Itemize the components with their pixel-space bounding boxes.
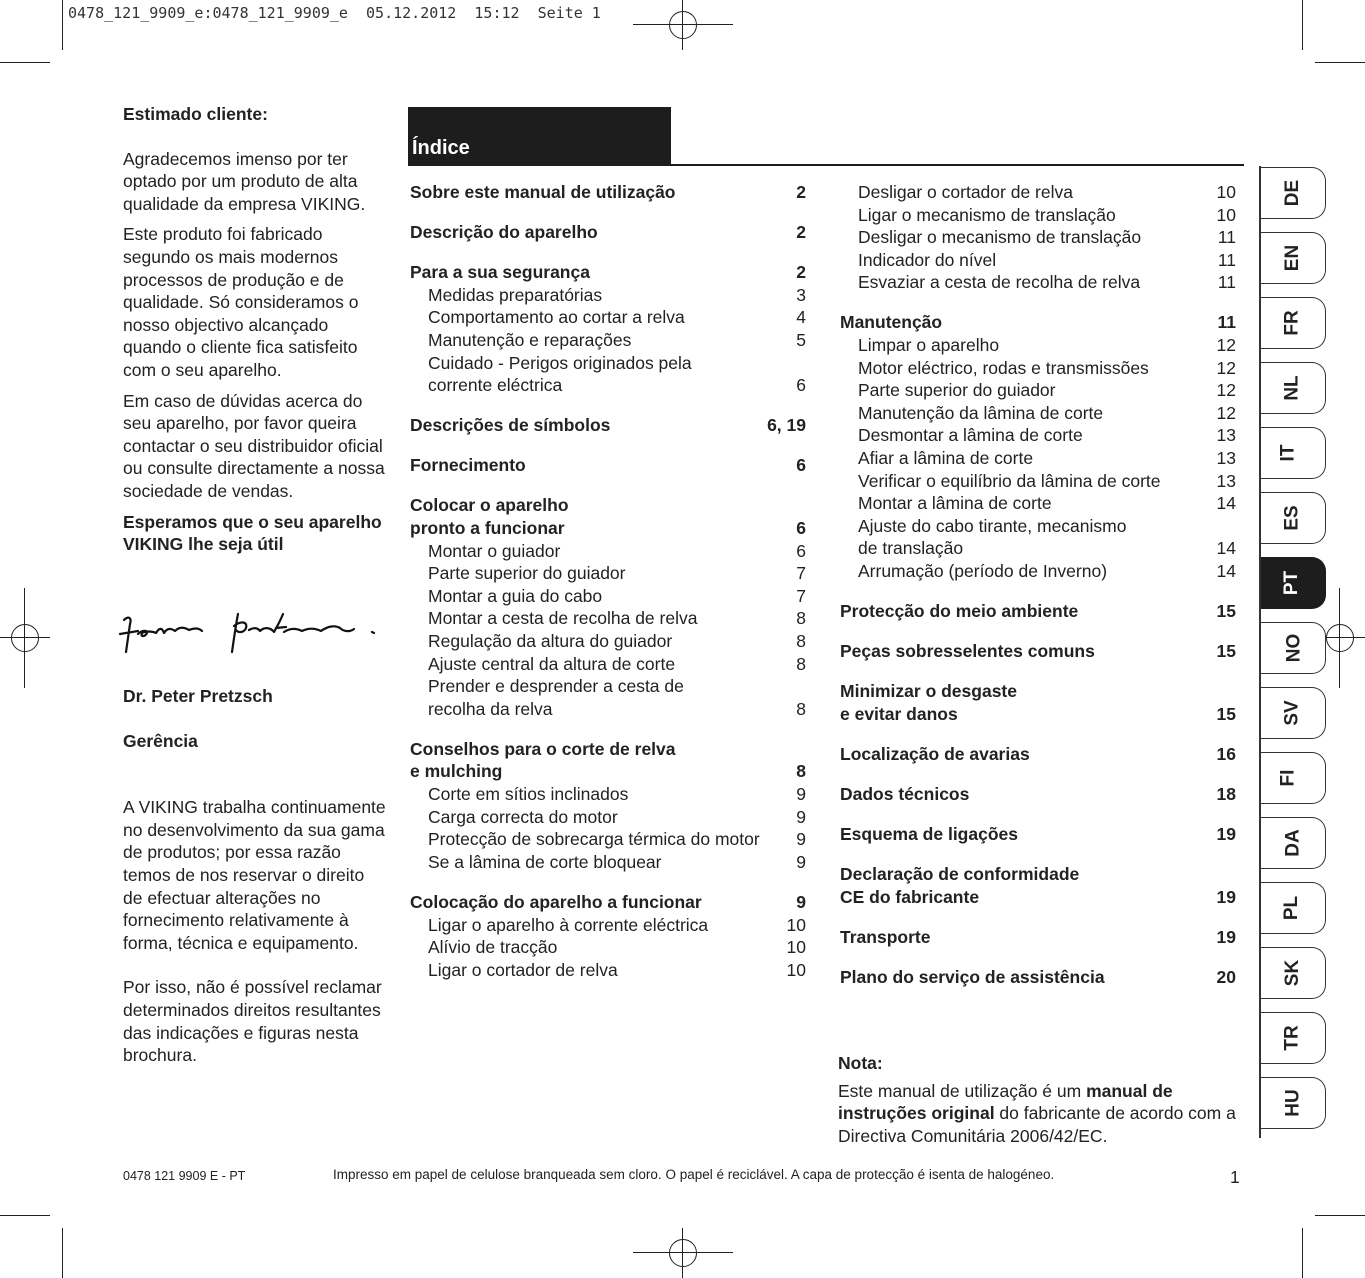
toc-entry-title: Regulação da altura do guiador [428, 631, 673, 651]
toc-entry-page: 12 [1216, 335, 1236, 356]
toc-entry-page: 6 [796, 375, 806, 396]
language-tab-label: PT [1281, 570, 1303, 596]
toc-subentry [410, 352, 806, 375]
toc-entry-title: de translação [858, 538, 964, 559]
toc-entry-title: Ligar o aparelho à corrente eléctrica [428, 914, 709, 935]
toc-entry [410, 221, 806, 244]
toc-subentry [840, 181, 1236, 204]
crop-mark [1315, 62, 1365, 63]
toc-entry-page: 5 [796, 329, 806, 350]
toc-subentry [840, 402, 1236, 425]
toc-entry-title: CE do fabricante [840, 886, 980, 907]
toc-entry-title: Afiar a lâmina de corte [858, 448, 1034, 469]
toc-entry-title: Corte em sítios inclinados [428, 784, 629, 805]
intro-paragraph: Este produto foi fabricado segundo os mais modernos processos de produção e de qualidade. Só consideramos o nosso objectivo alcançado quando o cliente fica satisfeito com o seu aparelho. [123, 224, 359, 380]
toc-entry-title: Carga correcta do motor [428, 806, 618, 827]
language-tab-sk[interactable] [1261, 947, 1326, 999]
toc-entry-title: Motor eléctrico, rodas e transmissões [858, 357, 1149, 378]
crop-mark [1315, 1215, 1365, 1216]
toc-entry [410, 454, 806, 477]
language-tab-nl[interactable] [1261, 362, 1326, 414]
toc-entry-page: 9 [796, 784, 806, 805]
toc-entry [840, 783, 1236, 806]
toc-entry-title: Medidas preparatórias [428, 284, 603, 305]
toc-entry-page: 6 [796, 540, 806, 561]
toc-entry-title: Ligar o mecanismo de translação [858, 204, 1116, 225]
toc-subentry [840, 515, 1236, 538]
toc-entry-title: Alívio de tracção [428, 937, 558, 958]
note-block [838, 1052, 1238, 1147]
crop-mark [62, 1228, 63, 1278]
toc-entry-page: 11 [1217, 249, 1236, 270]
index-header-rule [408, 164, 1244, 166]
toc-entry [840, 680, 1236, 703]
toc-entry-title: Protecção do meio ambiente [840, 601, 1079, 622]
toc-entry-page: 14 [1216, 493, 1236, 514]
toc-entry-title: Fornecimento [410, 455, 526, 476]
note-title: Nota: [838, 1053, 883, 1073]
language-tab-es[interactable] [1261, 492, 1326, 544]
toc-entry-page: 12 [1216, 402, 1236, 423]
language-tab-hu[interactable] [1261, 1077, 1326, 1129]
language-tab-no[interactable] [1261, 622, 1326, 674]
toc-entry [840, 926, 1236, 949]
toc-entry-title: Descrição do aparelho [410, 222, 598, 243]
toc-entry-title: Prender e desprender a cesta de [428, 676, 684, 697]
toc-entry-title: Minimizar o desgaste [840, 681, 1017, 702]
toc-subentry [410, 914, 806, 937]
toc-entry-title: Transporte [840, 926, 931, 947]
language-tab-label: NL [1281, 375, 1303, 401]
toc-entry-title: Desmontar a lâmina de corte [858, 425, 1083, 446]
toc-entry [840, 966, 1236, 989]
note-text-bold: manual de instruções original [838, 1080, 1173, 1124]
toc-entry-page: 13 [1216, 425, 1236, 446]
toc-entry-page: 19 [1216, 926, 1236, 947]
toc-entry-title: Indicador do nível [858, 249, 997, 270]
toc-subentry [840, 249, 1236, 272]
signer-role: Gerência [123, 730, 198, 751]
toc-subentry [410, 806, 806, 829]
toc-entry-title: Montar a cesta de recolha de relva [428, 608, 698, 629]
toc-entry-page: 8 [796, 653, 806, 674]
toc-subentry [410, 374, 806, 397]
toc-entry-page: 6 [796, 518, 806, 539]
toc-column-2 [840, 181, 1236, 989]
toc-entry-title: Manutenção [840, 312, 943, 333]
toc-entry-page: 15 [1216, 703, 1236, 724]
toc-subentry [410, 306, 806, 329]
toc-subentry [410, 540, 806, 563]
toc-entry-title: Parte superior do guiador [858, 380, 1056, 401]
toc-entry-title: Esquema de ligações [840, 824, 1018, 845]
toc-entry-title: Dados técnicos [840, 784, 970, 805]
toc-entry-title: Cuidado - Perigos originados pela [428, 352, 692, 373]
toc-entry-page: 10 [786, 937, 806, 958]
toc-entry [410, 760, 806, 783]
toc-entry-page: 19 [1216, 824, 1236, 845]
intro-paragraph: Agradecemos imenso por ter optado por um produto de alta qualidade da empresa VIKING. [123, 148, 366, 214]
toc-subentry [840, 560, 1236, 583]
toc-entry-page: 11 [1217, 312, 1236, 333]
toc-entry-page: 11 [1217, 272, 1236, 293]
toc-entry-title: Parte superior do guiador [428, 563, 626, 584]
toc-entry-title: Verificar o equilíbrio da lâmina de corte [858, 470, 1161, 491]
toc-subentry [410, 653, 806, 676]
toc-subentry [410, 562, 806, 585]
crop-mark [62, 0, 63, 50]
toc-entry-page: 8 [796, 631, 806, 651]
print-slug: 0478_121_9909_e:0478_121_9909_e 05.12.2012 15:12 Seite 1 [68, 4, 601, 22]
toc-entry-title: Plano do serviço de assistência [840, 967, 1105, 988]
language-tab-label: HU [1282, 1089, 1304, 1117]
toc-entry [410, 181, 806, 204]
toc-entry-title: Conselhos para o corte de relva [410, 738, 676, 759]
toc-subentry [840, 379, 1236, 402]
signer-name: Dr. Peter Pretzsch [123, 686, 273, 706]
toc-entry-page: 12 [1216, 380, 1236, 401]
page-number: 1 [1230, 1167, 1240, 1187]
toc-subentry [840, 447, 1236, 470]
toc-entry [840, 640, 1236, 663]
toc-entry-title: Descrições de símbolos [410, 415, 611, 436]
toc-subentry [410, 607, 806, 630]
toc-entry [840, 703, 1236, 726]
toc-subentry [840, 204, 1236, 227]
toc-subentry [410, 936, 806, 959]
closing-line: Esperamos que o seu aparelho VIKING lhe seja útil [123, 511, 382, 555]
toc-entry-page: 10 [1216, 182, 1236, 202]
disclaimer-paragraph: A VIKING trabalha continuamente no desenvolvimento da sua gama de produtos; por essa razão temos de nos reservar o direito de efectuar alterações no fornecimento relativamente à forma, técnica e equipamento. [123, 797, 386, 953]
toc-subentry [410, 851, 806, 874]
toc-entry-title: Declaração de conformidade [840, 864, 1080, 885]
language-tab-label: ES [1281, 505, 1303, 531]
toc-entry-title: Sobre este manual de utilização [410, 182, 676, 202]
toc-entry-title: e mulching [410, 761, 503, 782]
toc-subentry [410, 828, 806, 851]
toc-subentry [840, 226, 1236, 249]
toc-entry-title: Limpar o aparelho [858, 335, 1000, 356]
toc-entry-page: 20 [1216, 967, 1236, 988]
toc-entry [410, 738, 806, 761]
toc-entry-title: Desligar o cortador de relva [858, 182, 1073, 202]
note-text-part: do fabricante de acordo com a Directiva Comunitária 2006/42/EC. [838, 1103, 1236, 1146]
toc-entry-page: 9 [796, 829, 806, 850]
toc-entry [840, 743, 1236, 766]
toc-entry [410, 494, 806, 517]
toc-entry-page: 19 [1216, 886, 1236, 907]
language-tab-tr[interactable] [1261, 1012, 1326, 1064]
toc-entry-title: Se a lâmina de corte bloquear [428, 851, 662, 872]
toc-entry-title: Ajuste central da altura de corte [428, 653, 676, 674]
toc-entry-title: corrente eléctrica [428, 375, 563, 396]
toc-column-1 [410, 181, 806, 981]
toc-subentry [410, 675, 806, 698]
language-tab-label: SK [1282, 959, 1304, 987]
toc-entry-title: Montar o guiador [428, 540, 561, 561]
language-tab-label: DA [1282, 829, 1304, 857]
toc-entry [840, 600, 1236, 623]
toc-entry-title: Colocar o aparelho [410, 495, 569, 516]
toc-entry-title: Esvaziar a cesta de recolha de relva [858, 272, 1141, 293]
language-tab-fi[interactable] [1261, 752, 1326, 804]
language-tab-pt[interactable] [1261, 557, 1326, 609]
toc-entry-title: Ajuste do cabo tirante, mecanismo [858, 515, 1127, 536]
toc-subentry [840, 334, 1236, 357]
toc-entry-page: 8 [796, 761, 806, 782]
toc-entry-page: 9 [796, 851, 806, 872]
toc-entry-page: 4 [796, 307, 806, 328]
language-tab-en[interactable] [1261, 232, 1326, 284]
toc-entry-page: 13 [1216, 448, 1236, 469]
toc-entry-page: 13 [1216, 470, 1236, 491]
toc-entry-title: Desligar o mecanismo de translação [858, 227, 1142, 248]
toc-subentry [410, 284, 806, 307]
crop-mark [0, 1215, 50, 1216]
note-text [838, 1080, 1238, 1148]
toc-entry-page: 10 [786, 914, 806, 935]
toc-subentry [840, 357, 1236, 380]
disclaimer-paragraph: Por isso, não é possível reclamar determinados direitos resultantes das indicações e figuras nesta brochura. [123, 977, 382, 1066]
toc-entry-title: Manutenção e reparações [428, 329, 632, 350]
toc-entry-page: 12 [1216, 357, 1236, 378]
toc-entry-page: 9 [796, 891, 806, 912]
toc-entry-page: 2 [796, 222, 806, 243]
toc-subentry [410, 585, 806, 608]
toc-entry-page: 15 [1216, 601, 1236, 622]
toc-entry [410, 517, 806, 540]
language-tab-label: DE [1282, 179, 1304, 207]
toc-entry-page: 8 [796, 698, 806, 719]
language-tab-label: FI [1277, 769, 1299, 787]
toc-subentry [840, 492, 1236, 515]
language-tab-de[interactable] [1261, 167, 1326, 219]
document-code: 0478 121 9909 E - PT [123, 1169, 246, 1183]
toc-entry [410, 414, 806, 437]
crop-mark [1302, 1228, 1303, 1278]
toc-entry-page: 2 [796, 182, 806, 202]
language-tab-label: PL [1281, 895, 1303, 921]
toc-entry-page: 6 [796, 455, 806, 476]
language-tab-it[interactable] [1261, 427, 1326, 479]
toc-subentry [840, 271, 1236, 294]
toc-entry-page: 10 [786, 959, 806, 980]
toc-entry-title: Protecção de sobrecarga térmica do motor [428, 829, 760, 850]
toc-entry [840, 311, 1236, 334]
toc-entry-title: Montar a lâmina de corte [858, 493, 1052, 514]
language-tab-pl[interactable] [1261, 882, 1326, 934]
toc-entry-title: Ligar o cortador de relva [428, 959, 618, 980]
intro-paragraph: Em caso de dúvidas acerca do seu aparelho, por favor queira contactar o seu distribuidor oficial ou consulte directamente a nossa sociedade de vendas. [123, 390, 385, 501]
toc-entry-page: 7 [796, 585, 806, 606]
signature-block [123, 685, 388, 1067]
intro-column [123, 103, 388, 556]
toc-entry [410, 261, 806, 284]
toc-entry [840, 823, 1236, 846]
language-tab-label: SV [1281, 700, 1303, 726]
toc-entry-page: 15 [1216, 641, 1236, 662]
crop-mark [1302, 0, 1303, 50]
toc-entry-title: Montar a guia do cabo [428, 585, 603, 606]
toc-entry [410, 891, 806, 914]
toc-entry-title: Localização de avarias [840, 743, 1030, 764]
toc-entry-page: 7 [796, 563, 806, 584]
toc-entry-title: Comportamento ao cortar a relva [428, 307, 685, 328]
toc-entry-title: Colocação do aparelho a funcionar [410, 891, 702, 912]
toc-entry-title: Peças sobresselentes comuns [840, 641, 1095, 662]
toc-entry-title: Arrumação (período de Inverno) [858, 561, 1108, 581]
language-tab-fr[interactable] [1261, 297, 1326, 349]
signature-image [118, 600, 393, 665]
crop-mark [0, 62, 50, 63]
language-tab-label: NO [1283, 633, 1305, 663]
toc-subentry [840, 424, 1236, 447]
toc-entry-page: 16 [1216, 743, 1236, 764]
toc-entry-page: 8 [796, 608, 806, 629]
toc-entry-page: 11 [1217, 227, 1236, 248]
toc-entry-page: 6, 19 [767, 415, 806, 436]
toc-subentry [410, 329, 806, 352]
toc-entry [840, 886, 1236, 909]
toc-entry-title: Manutenção da lâmina de corte [858, 402, 1104, 423]
language-tab-da[interactable] [1261, 817, 1326, 869]
toc-entry-title: Para a sua segurança [410, 262, 590, 283]
toc-entry-title: e evitar danos [840, 703, 958, 724]
toc-subentry [840, 470, 1236, 493]
toc-subentry [410, 959, 806, 982]
toc-entry-page: 9 [796, 806, 806, 827]
toc-entry-page: 10 [1216, 204, 1236, 225]
toc-subentry [410, 783, 806, 806]
toc-entry-page: 14 [1216, 561, 1236, 581]
toc-subentry [410, 630, 806, 653]
language-tab-label: FR [1281, 310, 1303, 336]
toc-entry [840, 863, 1236, 886]
toc-subentry [410, 698, 806, 721]
toc-subentry [840, 537, 1236, 560]
language-tab-label: EN [1282, 244, 1304, 272]
language-tab-label: TR [1281, 1025, 1303, 1051]
toc-entry-page: 18 [1216, 784, 1236, 805]
toc-entry-title: pronto a funcionar [410, 518, 565, 539]
toc-entry-page: 3 [796, 284, 806, 305]
toc-entry-page: 2 [796, 262, 806, 283]
toc-entry-title: recolha da relva [428, 698, 553, 719]
note-text-part: Este manual de utilização é um [838, 1080, 1087, 1101]
index-title: Índice [412, 137, 470, 159]
language-tab-label: IT [1277, 444, 1299, 462]
greeting: Estimado cliente: [123, 104, 268, 124]
language-tab-sv[interactable] [1261, 687, 1326, 739]
toc-entry-page: 14 [1216, 538, 1236, 559]
paper-note: Impresso em papel de celulose branqueada sem cloro. O papel é reciclável. A capa de protecção é isenta de halogéneo. [333, 1167, 1055, 1182]
